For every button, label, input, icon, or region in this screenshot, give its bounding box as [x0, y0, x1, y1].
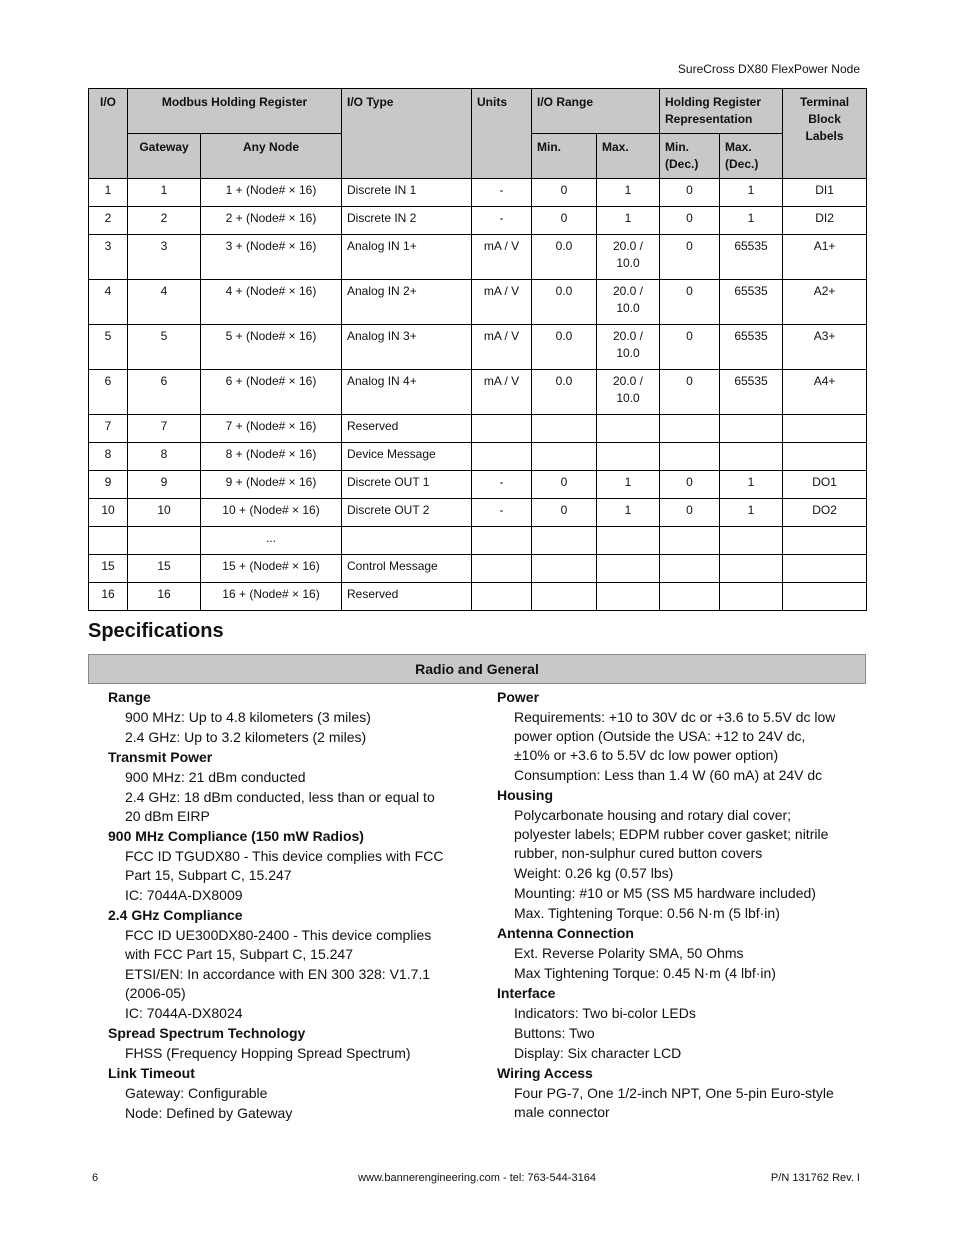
table-cell: 8 [89, 443, 128, 471]
table-cell [783, 415, 867, 443]
spec-item: Mounting: #10 or M5 (SS M5 hardware included) [514, 885, 816, 901]
table-row [89, 325, 867, 370]
table-cell: 0.0 [532, 370, 597, 415]
specifications-heading: Specifications [88, 620, 224, 642]
table-row [89, 179, 867, 207]
table-cell: ... [201, 527, 342, 555]
table-cell: 0 [660, 207, 720, 235]
table-cell: 20.0 / 10.0 [597, 235, 660, 280]
table-cell: 0 [532, 179, 597, 207]
spec-item: FCC ID TGUDX80 - This device complies with FCC Part 15, Subpart C, 15.247 [125, 848, 444, 883]
table-cell: DI2 [783, 207, 867, 235]
table-cell [597, 443, 660, 471]
table-cell: 2 [128, 207, 201, 235]
spec-item: Node: Defined by Gateway [125, 1105, 293, 1121]
table-cell: Control Message [342, 555, 472, 583]
table-cell: 1 [89, 179, 128, 207]
table-cell: Discrete IN 2 [342, 207, 472, 235]
table-cell: 0 [660, 471, 720, 499]
header-io-range: I/O Range [532, 89, 660, 134]
table-cell: Analog IN 2+ [342, 280, 472, 325]
header-io: I/O [89, 89, 128, 179]
table-cell: 0.0 [532, 325, 597, 370]
header-max: Max. [597, 134, 660, 179]
spec-item: IC: 7044A-DX8024 [125, 1005, 243, 1021]
table-cell: 20.0 / 10.0 [597, 280, 660, 325]
table-row [89, 415, 867, 443]
table-cell: Discrete OUT 1 [342, 471, 472, 499]
spec-item: Display: Six character LCD [514, 1045, 682, 1061]
specs-left-column [108, 688, 448, 1124]
page-number: 6 [92, 1172, 99, 1184]
table-cell: 10 [128, 499, 201, 527]
table-cell: 1 [128, 179, 201, 207]
table-row [89, 370, 867, 415]
radio-general-bar: Radio and General [88, 654, 866, 684]
header-modbus: Modbus Holding Register [128, 89, 342, 134]
table-cell: mA / V [472, 370, 532, 415]
table-cell: DO2 [783, 499, 867, 527]
table-row [89, 471, 867, 499]
table-cell [660, 443, 720, 471]
table-cell: 16 + (Node# × 16) [201, 583, 342, 611]
table-cell: 9 [89, 471, 128, 499]
table-row [89, 555, 867, 583]
table-cell: 0.0 [532, 280, 597, 325]
table-cell: mA / V [472, 325, 532, 370]
table-cell [783, 583, 867, 611]
table-cell [660, 555, 720, 583]
spec-item: 900 MHz: 21 dBm conducted [125, 769, 306, 785]
table-cell [783, 555, 867, 583]
table-cell [472, 443, 532, 471]
spec-item: Requirements: +10 to 30V dc or +3.6 to 5.5V dc low power option (Outside the USA: +12 to 24V dc, ±10% or +3.6 to 5.5V dc low power option) [514, 709, 836, 763]
table-cell [472, 555, 532, 583]
part-number: P/N 131762 Rev. I [770, 1172, 860, 1184]
spec-section-title: Interface [497, 985, 556, 1001]
spec-item: Indicators: Two bi-color LEDs [514, 1005, 696, 1021]
table-cell: 0 [532, 499, 597, 527]
spec-item: FCC ID UE300DX80-2400 - This device complies with FCC Part 15, Subpart C, 15.247 [125, 927, 432, 962]
spec-item: ETSI/EN: In accordance with EN 300 328: V1.7.1 (2006-05) [125, 966, 431, 1001]
table-cell [720, 583, 783, 611]
table-cell: 1 [720, 499, 783, 527]
table-cell [472, 583, 532, 611]
spec-section-title: Power [497, 689, 540, 705]
table-cell [597, 415, 660, 443]
table-cell: 0 [660, 179, 720, 207]
table-cell: 16 [89, 583, 128, 611]
header-gateway: Gateway [128, 134, 201, 179]
spec-item: 2.4 GHz: Up to 3.2 kilometers (2 miles) [125, 729, 367, 745]
header-terminal-labels: Terminal Block Labels [783, 89, 867, 179]
spec-item: Four PG-7, One 1/2-inch NPT, One 5-pin Euro-style male connector [514, 1085, 834, 1120]
table-cell: 1 [597, 179, 660, 207]
table-cell [660, 583, 720, 611]
spec-section-title: Link Timeout [108, 1065, 195, 1081]
table-cell [660, 415, 720, 443]
table-cell [128, 527, 201, 555]
table-cell: 9 + (Node# × 16) [201, 471, 342, 499]
table-cell [532, 583, 597, 611]
spec-section-title: Spread Spectrum Technology [108, 1025, 306, 1041]
table-cell: 1 [720, 179, 783, 207]
header-min-dec: Min. (Dec.) [660, 134, 720, 179]
table-cell: 15 [128, 555, 201, 583]
spec-section-title: Housing [497, 787, 553, 803]
table-row [89, 499, 867, 527]
table-cell: 2 + (Node# × 16) [201, 207, 342, 235]
table-cell: 8 + (Node# × 16) [201, 443, 342, 471]
table-cell [783, 443, 867, 471]
table-row [89, 235, 867, 280]
table-cell: 1 [597, 207, 660, 235]
table-cell: 0 [660, 235, 720, 280]
table-row [89, 527, 867, 555]
spec-item: 2.4 GHz: 18 dBm conducted, less than or equal to 20 dBm EIRP [125, 789, 435, 824]
table-cell: 7 [128, 415, 201, 443]
table-cell: 2 [89, 207, 128, 235]
spec-item: Consumption: Less than 1.4 W (60 mA) at 24V dc [514, 767, 823, 783]
table-cell [532, 443, 597, 471]
header-max-dec: Max. (Dec.) [720, 134, 783, 179]
table-row [89, 207, 867, 235]
table-cell: Analog IN 3+ [342, 325, 472, 370]
table-cell: 3 + (Node# × 16) [201, 235, 342, 280]
table-cell: 8 [128, 443, 201, 471]
table-cell: 0 [660, 325, 720, 370]
table-cell [532, 555, 597, 583]
table-cell: 65535 [720, 280, 783, 325]
table-cell: Reserved [342, 583, 472, 611]
spec-item: 900 MHz: Up to 4.8 kilometers (3 miles) [125, 709, 371, 725]
table-cell: 1 [597, 471, 660, 499]
table-cell [597, 527, 660, 555]
spec-section-title: Range [108, 689, 151, 705]
table-cell [472, 527, 532, 555]
table-cell: 65535 [720, 235, 783, 280]
spec-section-title: Antenna Connection [497, 925, 634, 941]
table-cell: 0 [532, 471, 597, 499]
table-cell: 3 [89, 235, 128, 280]
table-cell: Device Message [342, 443, 472, 471]
table-cell: 4 [89, 280, 128, 325]
table-row [89, 280, 867, 325]
spec-item: Polycarbonate housing and rotary dial cover; polyester labels; EDPM rubber cover gasket; nitrile rubber, non-sulphur cured button covers [514, 807, 829, 861]
table-cell: 7 + (Node# × 16) [201, 415, 342, 443]
table-cell: 7 [89, 415, 128, 443]
table-cell: mA / V [472, 280, 532, 325]
table-cell: 65535 [720, 325, 783, 370]
table-cell: 5 [89, 325, 128, 370]
spec-item: FHSS (Frequency Hopping Spread Spectrum) [125, 1045, 411, 1061]
table-cell [597, 555, 660, 583]
specs-right-column [497, 688, 837, 1123]
header-min: Min. [532, 134, 597, 179]
table-cell: - [472, 499, 532, 527]
table-cell: 15 [89, 555, 128, 583]
table-cell: 4 + (Node# × 16) [201, 280, 342, 325]
table-cell: - [472, 179, 532, 207]
running-header: SureCross DX80 FlexPower Node [677, 62, 860, 76]
table-cell: 6 [89, 370, 128, 415]
table-cell: 1 [720, 207, 783, 235]
table-cell: 1 [720, 471, 783, 499]
table-cell [720, 555, 783, 583]
table-cell: A4+ [783, 370, 867, 415]
table-cell: 1 + (Node# × 16) [201, 179, 342, 207]
header-holding-representation: Holding Register Representation [660, 89, 783, 134]
table-cell: 65535 [720, 370, 783, 415]
table-cell: 5 [128, 325, 201, 370]
table-cell [532, 415, 597, 443]
table-cell: Discrete IN 1 [342, 179, 472, 207]
table-cell: 9 [128, 471, 201, 499]
table-cell: - [472, 207, 532, 235]
table-cell: 1 [597, 499, 660, 527]
table-cell: Analog IN 4+ [342, 370, 472, 415]
spec-section-title: Wiring Access [497, 1065, 593, 1081]
table-cell: 20.0 / 10.0 [597, 370, 660, 415]
table-cell: 10 + (Node# × 16) [201, 499, 342, 527]
table-cell: 6 [128, 370, 201, 415]
spec-item: Max Tightening Torque: 0.45 N·m (4 lbf·in) [514, 965, 776, 981]
table-cell [720, 443, 783, 471]
table-cell: mA / V [472, 235, 532, 280]
spec-item: IC: 7044A-DX8009 [125, 887, 243, 903]
header-io-type: I/O Type [342, 89, 472, 179]
table-cell: DO1 [783, 471, 867, 499]
table-cell: 3 [128, 235, 201, 280]
table-cell: 0 [660, 280, 720, 325]
table-cell [720, 527, 783, 555]
table-cell: 0.0 [532, 235, 597, 280]
table-cell [342, 527, 472, 555]
table-row [89, 443, 867, 471]
header-any-node: Any Node [201, 134, 342, 179]
spec-item: Ext. Reverse Polarity SMA, 50 Ohms [514, 945, 744, 961]
spec-item: Buttons: Two [514, 1025, 595, 1041]
spec-section-title: 900 MHz Compliance (150 mW Radios) [108, 828, 364, 844]
table-cell: 0 [660, 370, 720, 415]
table-cell: A2+ [783, 280, 867, 325]
table-cell: 4 [128, 280, 201, 325]
table-cell: 0 [660, 499, 720, 527]
table-cell: A1+ [783, 235, 867, 280]
table-cell: Analog IN 1+ [342, 235, 472, 280]
table-cell: 10 [89, 499, 128, 527]
spec-item: Max. Tightening Torque: 0.56 N·m (5 lbf·in) [514, 905, 780, 921]
table-cell: 6 + (Node# × 16) [201, 370, 342, 415]
table-cell: 16 [128, 583, 201, 611]
table-cell [89, 527, 128, 555]
footer-contact: www.bannerengineering.com - tel: 763-544-3164 [358, 1172, 596, 1184]
spec-item: Gateway: Configurable [125, 1085, 268, 1101]
table-cell: Reserved [342, 415, 472, 443]
spec-item: Weight: 0.26 kg (0.57 lbs) [514, 865, 674, 881]
table-cell [532, 527, 597, 555]
table-cell [720, 415, 783, 443]
table-cell: Discrete OUT 2 [342, 499, 472, 527]
io-register-table [88, 88, 867, 611]
table-cell [472, 415, 532, 443]
table-cell: 15 + (Node# × 16) [201, 555, 342, 583]
table-cell: 0 [532, 207, 597, 235]
table-row [89, 583, 867, 611]
spec-section-title: 2.4 GHz Compliance [108, 907, 243, 923]
table-cell [783, 527, 867, 555]
header-units: Units [472, 89, 532, 179]
table-cell: DI1 [783, 179, 867, 207]
table-cell [660, 527, 720, 555]
table-cell: A3+ [783, 325, 867, 370]
table-cell: - [472, 471, 532, 499]
table-cell: 5 + (Node# × 16) [201, 325, 342, 370]
table-cell: 20.0 / 10.0 [597, 325, 660, 370]
table-cell [597, 583, 660, 611]
spec-section-title: Transmit Power [108, 749, 213, 765]
